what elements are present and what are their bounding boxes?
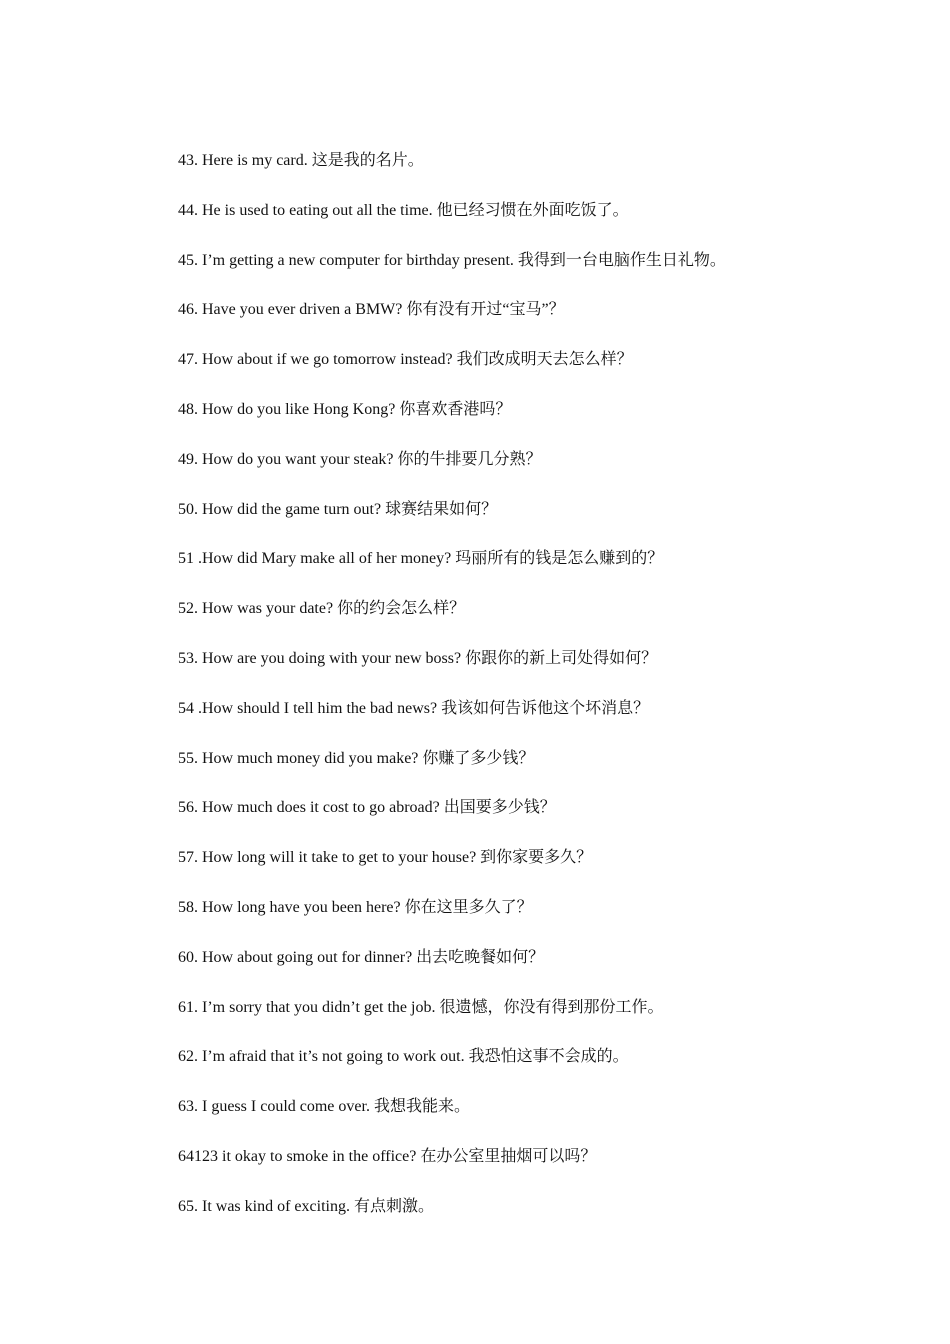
phrase-line: 58. How long have you been here? 你在这里多久了？ [178, 898, 533, 916]
phrase-line: 61. I’m sorry that you didn’t get the job. 很遗憾，你没有得到那份工作。 [178, 998, 664, 1016]
phrase-line: 55. How much money did you make? 你赚了多少钱？ [178, 749, 535, 767]
phrase-line: 46. Have you ever driven a BMW? 你有没有开过“宝马”？ [178, 301, 565, 319]
phrase-line: 48. How do you like Hong Kong? 你喜欢香港吗？ [178, 400, 512, 418]
phrase-line: 62. I’m afraid that it’s not going to work out. 我恐怕这事不会成的。 [178, 1048, 629, 1066]
phrase-line: 50. How did the game turn out? 球赛结果如何？ [178, 500, 498, 518]
phrase-line: 44. He is used to eating out all the time. 他已经习惯在外面吃饭了。 [178, 201, 629, 219]
phrase-line: 63. I guess I could come over. 我想我能来。 [178, 1098, 470, 1116]
phrase-line: 51 .How did Mary make all of her money? 玛丽所有的钱是怎么赚到的？ [178, 550, 664, 568]
phrase-line: 43. Here is my card. 这是我的名片。 [178, 152, 424, 169]
phrase-line: 49. How do you want your steak? 你的牛排要几分熟？ [178, 450, 542, 468]
phrase-line: 52. How was your date? 你的约会怎么样？ [178, 600, 466, 618]
phrase-line: 47. How about if we go tomorrow instead? 我们改成明天去怎么样？ [178, 351, 633, 369]
phrase-line: 57. How long will it take to get to your house? 到你家要多久？ [178, 849, 593, 867]
phrase-line: 64123 it okay to smoke in the office? 在办公室里抽烟可以吗？ [178, 1147, 597, 1165]
phrase-line: 54 .How should I tell him the bad news? 我该如何告诉他这个坏消息？ [178, 699, 650, 717]
phrase-line: 45. I’m getting a new computer for birthday present. 我得到一台电脑作生日礼物。 [178, 251, 726, 269]
phrase-line: 65. It was kind of exciting. 有点刺激。 [178, 1197, 434, 1215]
phrase-line: 53. How are you doing with your new boss? 你跟你的新上司处得如何？ [178, 649, 658, 667]
phrase-list [178, 148, 726, 1244]
phrase-line: 60. How about going out for dinner? 出去吃晚餐如何？ [178, 948, 545, 966]
phrase-line: 56. How much does it cost to go abroad? 出国要多少钱？ [178, 799, 556, 817]
